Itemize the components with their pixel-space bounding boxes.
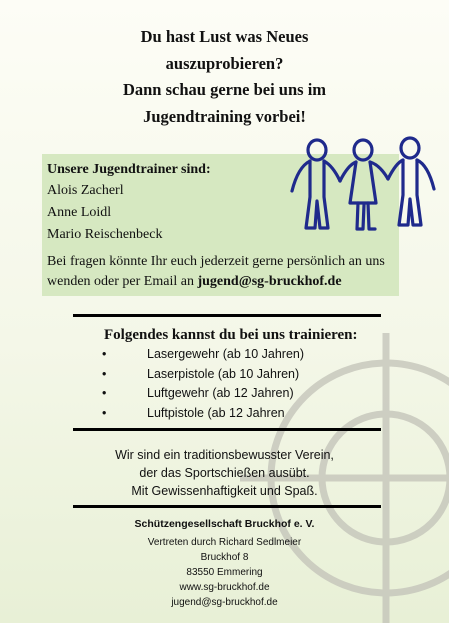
footer-line: Vertreten durch Richard Sedlmeier xyxy=(147,537,302,548)
bullet: • xyxy=(102,405,107,420)
bullet: • xyxy=(102,386,107,400)
club-text-line: Wir sind ein traditionsbewusster Verein, xyxy=(115,448,334,462)
list-item xyxy=(92,345,392,365)
headline-line: auszuprobieren? xyxy=(165,53,284,73)
headline-line: Du hast Lust was Neues xyxy=(140,27,309,46)
bullet: • xyxy=(102,366,107,381)
training-heading: Folgendes kannst du bei uns trainieren: xyxy=(104,327,358,343)
footer-line: Bruckhof 8 xyxy=(200,552,249,563)
list-item xyxy=(92,365,392,385)
trainer-heading: Unsere Jugendtrainer sind: xyxy=(47,162,211,177)
list-item-label: Lasergewehr (ab 10 Jahren) xyxy=(147,347,305,361)
website-link[interactable]: www.sg-bruckhof.de xyxy=(179,582,270,593)
contact-sentence: Bei fragen könnte Ihr euch jederzeit gerne persönlich an uns wenden oder per Email an xyxy=(47,254,385,289)
family-figures-icon xyxy=(288,133,438,237)
divider xyxy=(73,428,381,431)
club-text-line: Mit Gewissenhaftigkeit und Spaß. xyxy=(131,484,318,498)
footer xyxy=(0,517,449,610)
training-section xyxy=(92,325,392,423)
headline xyxy=(0,24,449,130)
footer-email-link[interactable]: jugend@sg-bruckhof.de xyxy=(171,597,278,608)
bullet: • xyxy=(102,347,107,361)
list-item xyxy=(92,404,392,424)
headline-line: Jugendtraining vorbei! xyxy=(143,106,306,126)
divider xyxy=(73,314,381,317)
training-list xyxy=(92,345,392,423)
divider xyxy=(73,505,381,508)
footer-line: 83550 Emmering xyxy=(186,567,263,578)
trainer-name: Alois Zacherl xyxy=(47,183,124,198)
headline-line: Dann schau gerne bei uns im xyxy=(122,80,327,99)
list-item-label: Luftpistole (ab 12 Jahren xyxy=(147,405,285,420)
list-item-label: Luftgewehr (ab 12 Jahren) xyxy=(147,386,294,400)
contact-email-link[interactable]: jugend@sg-bruckhof.de xyxy=(197,274,342,289)
trainer-name: Anne Loidl xyxy=(47,205,112,220)
list-item-label: Laserpistole (ab 10 Jahren) xyxy=(147,366,300,381)
list-item xyxy=(92,384,392,404)
trainer-name: Mario Reischenbeck xyxy=(47,227,163,242)
club-description xyxy=(0,446,449,500)
club-text-line: der das Sportschießen ausübt. xyxy=(139,466,310,480)
club-name: Schützengesellschaft Bruckhof e. V. xyxy=(134,518,315,530)
contact-text xyxy=(47,252,394,292)
